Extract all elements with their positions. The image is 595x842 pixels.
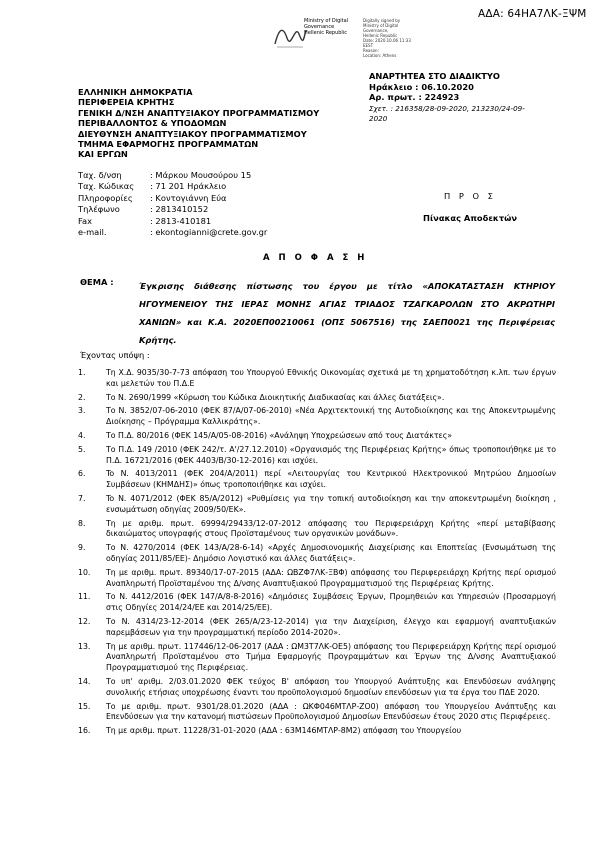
- item-number: 8.: [78, 518, 86, 528]
- ada-code: ΑΔΑ: 64ΗΑ7ΛΚ-ΞΨΜ: [478, 8, 587, 20]
- contact-value: : Μάρκου Μουσούρου 15: [150, 170, 252, 180]
- protocol-number: Αρ. πρωτ. : 224923: [369, 92, 460, 102]
- item-number: 5.: [78, 444, 86, 454]
- signature-meta-line: Reason:: [363, 48, 379, 53]
- contact-row: [78, 204, 267, 215]
- list-item: [78, 726, 556, 737]
- item-text: To N. 4013/2011 (ΦΕΚ 204/Α/2011) περί «Λειτουργίας του Κεντρικού Ηλεκτρονικού Μητρώου Δημοσίων Συμβάσεων (ΚΗΜΔΗΣ)» όπως τροποποιήθηκε και ισχύει.: [106, 469, 556, 490]
- list-item: [78, 642, 556, 674]
- item-number: 7.: [78, 493, 86, 503]
- item-text: Το Π.Δ. 149 /2010 (ΦΕΚ 242/τ. Α'/27.12.2010) «Οργανισμός της Περιφέρειας Κρήτης» όπως τροποποιήθηκε με το Π.Δ. 16721/2016 (ΦΕΚ 4403/Β/30-12-2016) και ισχύει.: [106, 444, 556, 465]
- item-text: Τη με αριθμ. πρωτ. 11228/31-01-2020 (ΑΔΑ : 63Μ146ΜΤΛΡ-8Μ2) απόφαση του Υπουργείου: [106, 726, 462, 736]
- contact-row: [78, 181, 267, 192]
- item-number: 9.: [78, 543, 86, 553]
- item-text: Τη με αριθμ. πρωτ. 89340/17-07-2015 (ΑΔΑ: ΩΒΖΦ7ΛΚ-ΞΒΦ) απόφασης του Περιφερειάρχη Κρήτης περί ορισμού Αναπληρωτή Προϊσταμένου της Δ/νσης Αναπτυξιακού Προγραμματισμού της Περιφέρειας Κρήτης.: [106, 567, 556, 588]
- org-line: ΔΙΕΥΘΥΝΣΗ ΑΝΑΠΤΥΞΙΑΚΟΥ ΠΡΟΓΡΑΜΜΑΤΙΣΜΟΥ: [78, 128, 307, 139]
- signature-line: Governance: [304, 24, 335, 30]
- item-number: 14.: [78, 676, 91, 686]
- contact-label: Ταχ. δ/νση: [78, 170, 122, 180]
- signature-metadata: [363, 18, 411, 58]
- item-number: 2.: [78, 392, 86, 402]
- org-line: ΠΕΡΙΦΕΡΕΙΑ ΚΡΗΤΗΣ: [78, 97, 175, 108]
- item-text: Τη Χ.Δ. 9035/30-7-73 απόφαση του Υπουργού Εθνικής Οικονομίας σχετικά με τη χρηματοδότηση κ.λπ. των έργων και μελετών του Π.Δ.Ε: [106, 368, 556, 388]
- item-text: Το υπ' αριθμ. 2/03.01.2020 ΦΕΚ τεύχος Β' απόφαση του Υπουργού Ανάπτυξης και Επενδύσεων ανάληψης συνολικής ετήσιας υποχρέωσης έναντι του προϋπολογισμού δημοσίων επενδύσεων για τα έργα του ΠΔΕ 2020.: [106, 676, 556, 697]
- org-line: ΠΕΡΙΒΑΛΛΟΝΤΟΣ & ΥΠΟΔΟΜΩΝ: [78, 118, 227, 129]
- related-reference: Σχετ. : 216358/28-09-2020, 213230/24-09-: [369, 103, 525, 113]
- contact-details: [78, 170, 267, 238]
- item-number: 13.: [78, 641, 91, 651]
- signature-meta-line: Location: Athens: [363, 53, 397, 58]
- list-item: [78, 592, 556, 614]
- contact-value: : Κοντογιάννη Εύα: [150, 192, 227, 203]
- item-text: Το Ν. 4270/2014 (ΦΕΚ 143/Α/28-6-14) «Αρχές Δημοσιονομικής Διαχείρισης και Εποπτείας (Ενσωμάτωση της οδηγίας 2011/85/ΕΕ)- Δημόσιο Λογιστικό και άλλες διατάξεις».: [106, 543, 556, 563]
- contact-label: e-mail.: [78, 227, 107, 238]
- contact-row: [78, 170, 267, 181]
- org-line: ΤΜΗΜΑ ΕΦΑΡΜΟΓΗΣ ΠΡΟΓΡΑΜΜΑΤΩΝ: [78, 139, 259, 150]
- signature-meta-line: Governance,: [363, 28, 389, 33]
- contact-row: [78, 193, 267, 204]
- subject-label: ΘΕΜΑ :: [80, 277, 114, 287]
- list-item: [78, 677, 556, 699]
- item-number: 15.: [78, 701, 91, 711]
- item-number: 12.: [78, 616, 91, 626]
- contact-value: : 2813-410181: [150, 215, 212, 226]
- list-item: [78, 445, 556, 467]
- org-line: ΓΕΝΙΚΗ Δ/ΝΣΗ ΑΝΑΠΤΥΞΙΑΚΟΥ ΠΡΟΓΡΑΜΜΑΤΙΣΜΟΥ: [78, 107, 320, 118]
- list-item: [78, 494, 556, 516]
- document-title: Α Π Ο Φ Α Σ Η: [263, 253, 368, 263]
- signature-seal-icon: [273, 20, 307, 50]
- posting-title: ΑΝΑΡΤΗΤΕΑ ΣΤΟ ΔΙΑΔΙΚΤΥΟ: [369, 71, 500, 81]
- list-item: [78, 568, 556, 590]
- item-number: 1.: [78, 368, 86, 377]
- item-text: Το με αριθμ. πρωτ. 9301/28.01.2020 (ΑΔΑ : ΩΚΦ046ΜΤΛΡ-ΖΟ0) απόφαση του Υπουργείου Ανάπτυξης και Επενδύσεων για την κατανομή πιστώσεων Προϋπολογισμού Δημοσίων Επενδύσεων έτους 2020 στις Περιφέρειες.: [106, 701, 556, 722]
- org-line: ΚΑΙ ΕΡΓΩΝ: [78, 149, 128, 160]
- item-text: Το Ν. 4412/2016 (ΦΕΚ 147/Α/8-8-2016) «Δημόσιες Συμβάσεις Έργων, Προμηθειών και Υπηρεσιών (Προσαρμογή στις Οδηγίες 2014/24/ΕΕ και 2014/25/ΕΕ).: [106, 592, 556, 613]
- signature-authority: [304, 18, 348, 36]
- list-item: [78, 431, 556, 442]
- subject-text: Έγκρισης διάθεσης πίστωσης του έργου με τίτλο «ΑΠΟΚΑΤΑΣΤΑΣΗ ΚΤΗΡΙΟΥ ΗΓΟΥΜΕΝΕΙΟΥ ΤΗΣ ΙΕΡΑΣ ΜΟΝΗΣ ΑΓΙΑΣ ΤΡΙΑΔΟΣ ΤΖΑΓΚΑΡΟΛΩΝ ΣΤΟ ΑΚΡΩΤΗΡΙ ΧΑΝΙΩΝ» και Κ.Α. 2020ΕΠ00210061 (ΟΠΣ 5067516) της ΣΑΕΠ0021 της Περιφέρειας Κρήτης.: [139, 281, 555, 345]
- email-link[interactable]: : ekontogianni@crete.gov.gr: [150, 227, 268, 238]
- list-item: [78, 469, 556, 491]
- signature-meta-line: Date: 2020.10.06 11:33: [363, 38, 411, 43]
- item-number: 10.: [78, 567, 91, 577]
- org-line: ΕΛΛΗΝΙΚΗ ΔΗΜΟΚΡΑΤΙΑ: [78, 87, 193, 97]
- item-number: 6.: [78, 469, 86, 479]
- pros-heading: Π Ρ Ο Σ: [444, 191, 496, 201]
- considerations-list: [78, 368, 556, 740]
- item-number: 11.: [78, 592, 91, 602]
- contact-value: : 71 201 Ηράκλειο: [150, 181, 227, 192]
- posting-block: [369, 71, 525, 123]
- list-item: [78, 368, 556, 390]
- organization-header: [78, 87, 319, 160]
- contact-row: [78, 227, 267, 238]
- signature-meta-line: Ministry of Digital: [363, 23, 399, 28]
- list-item: [78, 393, 556, 404]
- contact-label: Πληροφορίες: [78, 192, 133, 203]
- signature-line: Hellenic Republic: [304, 30, 347, 36]
- signature-meta-line: Digitally signed by: [363, 18, 401, 23]
- item-text: Τη με αριθμ. πρωτ. 117446/12-06-2017 (ΑΔΑ : ΩΜ3Τ7ΛΚ-ΟΕ5) απόφασης του Περιφερειάρχη Κρήτης περί ορισμού Αναπληρωτή Προϊσταμένου στο Τμήμα Εφαρμογής Προγραμμάτων και Έργων της Δ/νσης Αναπτυξιακού Προγραμματισμού της Περιφέρειας.: [106, 641, 556, 673]
- item-text: Το Π.Δ. 80/2016 (ΦΕΚ 145/Α/05-08-2016) «Ανάληψη Υποχρεώσεων από τους Διατάκτες»: [106, 430, 453, 440]
- list-item: [78, 702, 556, 724]
- item-text: Το Ν. 2690/1999 «Κύρωση του Κώδικα Διοικητικής Διαδικασίας και άλλες διατάξεις».: [106, 392, 445, 402]
- item-number: 16.: [78, 726, 91, 736]
- considerations-intro: Έχοντας υπόψη :: [80, 350, 150, 360]
- contact-value: : 2813410152: [150, 204, 209, 215]
- item-number: 4.: [78, 430, 86, 440]
- item-text: To N. 4071/2012 (ΦΕΚ 85/Α/2012) «Ρυθμίσεις για την τοπική αυτοδιοίκηση και την αποκεντρωμένη διοίκηση , ενσωμάτωση οδηγίας 2009/50/ΕΚ».: [106, 493, 556, 514]
- signature-line: Ministry of Digital: [304, 18, 349, 24]
- item-text: Το Ν. 4314/23-12-2014 (ΦΕΚ 265/Α/23-12-2014) για την Διαχείριση, έλεγχο και εφαρμογή αναπτυξιακών παρεμβάσεων για την προγραμματική περίοδο 2014-2020».: [106, 616, 556, 637]
- contact-label: Τηλέφωνο: [78, 204, 120, 215]
- recipient-list: Πίνακας Αποδεκτών: [423, 213, 517, 223]
- contact-label: Fax: [78, 215, 93, 226]
- contact-row: [78, 216, 267, 227]
- signature-meta-line: EEST: [363, 43, 374, 48]
- contact-label: Ταχ. Κώδικας: [78, 181, 135, 192]
- list-item: [78, 406, 556, 428]
- signature-meta-line: Hellenic Republic: [363, 33, 398, 38]
- document-date: Ηράκλειο : 06.10.2020: [369, 81, 474, 92]
- item-text: Τη με αριθμ. πρωτ. 69994/29433/12-07-2012 απόφασης του Περιφερειάρχη Κρήτης «περί μεταβίβασης δικαιώματος υπογραφής στους Προϊσταμένους των οργανικών μονάδων».: [106, 518, 556, 539]
- list-item: [78, 519, 556, 541]
- item-text: Το Ν. 3852/07-06-2010 (ΦΕΚ 87/Α/07-06-2010) «Νέα Αρχιτεκτονική της Αυτοδιοίκησης και της Αποκεντρωμένης Διοίκησης – Πρόγραμμα Καλλικράτης».: [106, 406, 556, 427]
- item-number: 3.: [78, 406, 86, 416]
- list-item: [78, 617, 556, 639]
- related-reference-cont: 2020: [369, 113, 388, 123]
- list-item: [78, 543, 556, 565]
